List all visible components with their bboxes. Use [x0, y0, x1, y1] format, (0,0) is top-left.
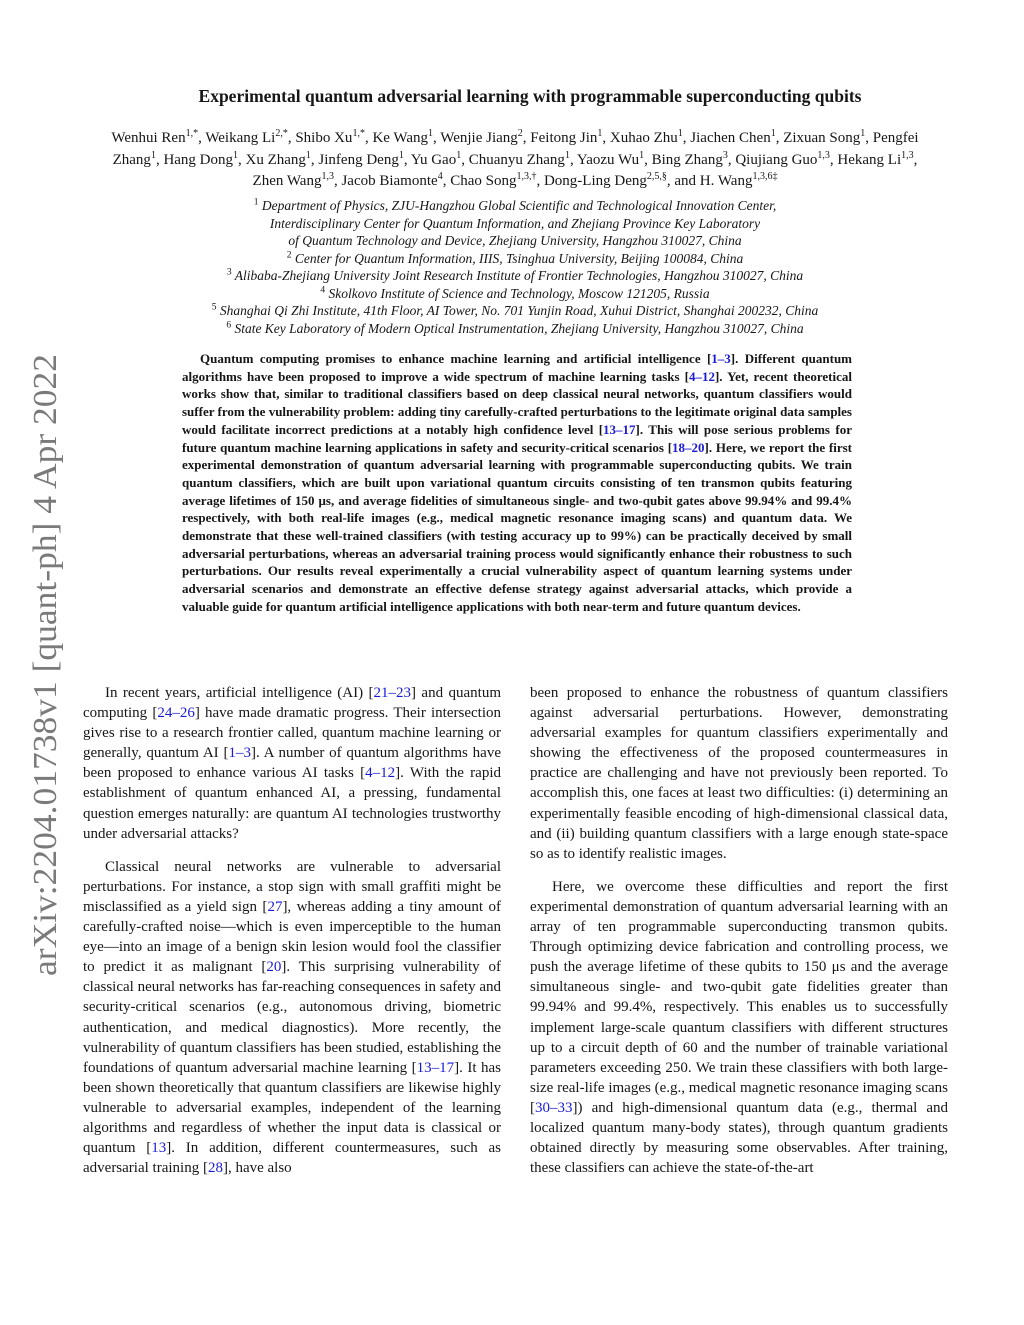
author-affiliation-mark: 1	[677, 128, 683, 139]
arxiv-side-stamp	[18, 350, 68, 980]
citation-link[interactable]: 4–12	[365, 765, 396, 782]
citation-link[interactable]: 13–17	[603, 421, 636, 437]
author-affiliation-mark: 4	[437, 171, 443, 182]
author-affiliation-mark: 1	[597, 128, 603, 139]
author-affiliation-mark: 1	[639, 149, 645, 161]
author-name: Yu Gao	[410, 151, 457, 168]
arxiv-stamp-text: arXiv:2204.01738v1 [quant-ph] 4 Apr 2022	[27, 380, 64, 976]
author-name: Zhen Wang	[252, 173, 322, 189]
citation-link[interactable]: 27	[267, 898, 283, 915]
author-affiliation-mark: 1	[770, 128, 776, 139]
author-affiliation-mark: 3	[722, 149, 728, 161]
author-affiliation-mark: 1	[233, 149, 239, 161]
left-paragraph-2: Classical neural networks are vulnerable to adversarial perturbations. For instance, a stop sign with small graffiti might be misclassified as a yield sign [27], whereas adding a tiny amount of carefully-crafted noise—which is even imperceptible to the human eye—into an image of a benign skin lesion would fool the classifier to predict it as malignant [20]. This surprising vulnerability of classical neural networks has far-reaching consequences in safety and security-critical scenarios (e.g., autonomous driving, biometric authentication, and medical diagnostics). More recently, the vulnerability of quantum classifiers has been studied, establishing the foundations of quantum adversarial machine learning [13–17]. It has been shown theoretically that quantum classifiers are likewise highly vulnerable to adversarial examples, independent of the learning algorithms and regardless of whether the input data is classical or quantum [13]. In addition, different countermeasures, such as adversarial training [28], have also	[83, 858, 502, 1177]
author-affiliation-mark: 1,3,†	[516, 171, 537, 182]
author-affiliation-mark: 1,*	[185, 128, 199, 139]
affiliation-line	[120, 320, 910, 338]
arxiv-stamp-svg	[18, 350, 68, 980]
abstract-text: Quantum computing promises to enhance machine learning and artificial intelligence [1–3]. Different quantum algorithms have been proposed to improve a wide spectrum of machine learning tasks [4–12]. Yet, recent theoretical works show that, similar to traditional classifiers based on deep classical neural networks, quantum classifiers would suffer from the vulnerability problem: adding tiny carefully-crafted perturbations to the legitimate original data samples would facilitate incorrect predictions at a notably high confidence level [13–17]. This will pose serious problems for future quantum machine learning applications in safety and security-critical scenarios [18–20]. Here, we report the first experimental demonstration of quantum adversarial learning with programmable superconducting qubits. We train quantum classifiers, which are built upon variational quantum circuits consisting of ten transmon qubits featuring average lifetimes of 150 μs, and average fidelities of simultaneous single- and two-qubit gates above 99.94% and 99.4% respectively, with both real-life images (e.g., medical magnetic resonance imaging scans) and quantum data. We demonstrate that these well-trained classifiers (with testing accuracy up to 99%) can be practically deceived by small adversarial perturbations, whereas an adversarial training process would significantly enhance their robustness to such perturbations. Our results reveal experimentally a crucial vulnerability aspect of quantum learning systems under adversarial scenarios and demonstrate an effective defense strategy against adversarial attacks, which provide a valuable guide for quantum artificial intelligence applications with both near-term and future quantum devices.	[182, 351, 852, 614]
right-paragraph-1: been proposed to enhance the robustness of quantum classifiers against adversarial perturbations. However, demonstrating adversarial examples for quantum classifiers experimentally and showing the effectiveness of the proposed countermeasures in practice are challenging and have not previously been reported. To accomplish this, one faces at least two difficulties: (i) determining an experimentally feasible encoding of high-dimensional classical data, and (ii) building quantum classifiers with a large enough state-space so as to identify realistic images.	[530, 685, 948, 862]
citation-link[interactable]: 28	[207, 1160, 223, 1177]
affiliation-number: 4	[320, 285, 326, 295]
author-name: Yaozu Wu	[576, 151, 640, 168]
citation-link[interactable]: 4–12	[688, 368, 715, 384]
author-affiliation-mark: 2,*	[275, 128, 288, 139]
right-paragraph-2: Here, we overcome these difficulties and report the first experimental demonstration of quantum adversarial learning with an array of ten programmable superconducting transmon qubits. Through optimizing device fabrication and controlling process, we push the average lifetime of these qubits to 150 μs and the average simultaneous single- and two-qubit gate fidelities greater than 99.94% and 99.4%, respectively. This enables us to successfully implement large-scale quantum classifiers with different structures up to a circuit depth of 60 and the number of trainable variational parameters exceeding 250. We train these classifiers with both large-size real-life images (e.g., medical magnetic resonance imaging scans [30–33]) and high-dimensional quantum data (e.g., thermal and localized quantum many-body states), through quantum gradients obtained directly by measuring some observables. After training, these classifiers can achieve the state-of-the-art	[530, 878, 948, 1177]
author-name: Xu Zhang	[245, 151, 306, 168]
citation-link[interactable]: 20	[266, 959, 282, 976]
author-affiliation-mark: 2	[517, 128, 523, 139]
author-affiliation-mark: 1	[860, 128, 866, 139]
author-name: Jinfeng Deng	[318, 151, 399, 168]
author-name: Jacob Biamonte	[341, 173, 438, 189]
authors-and: and	[674, 173, 697, 189]
affiliation-text: Shanghai Qi Zhi Institute, 41th Floor, AI Tower, No. 701 Yunjin Road, Xuhui District, Shanghai 200232, China	[219, 303, 819, 318]
author-name: Bing Zhang	[651, 151, 723, 168]
affiliation-line	[120, 302, 910, 320]
affiliation-number: 1	[253, 197, 259, 208]
author-name: Shibo Xu	[295, 130, 353, 146]
author-affiliation-mark: 1	[150, 149, 156, 161]
citation-link[interactable]: 1–3	[228, 745, 251, 762]
affiliation-text: State Key Laboratory of Modern Optical Instrumentation, Zhejiang University, Hangzhou 310027, China	[234, 320, 804, 336]
author-name: Zixuan Song	[783, 130, 861, 146]
author-name: Dong-Ling Deng	[543, 173, 647, 189]
author-affiliation-mark: 1,*	[352, 128, 365, 139]
author-affiliation-mark: 2,5,§	[646, 171, 667, 182]
author-name: Chao Song	[450, 173, 517, 189]
affiliation-list	[120, 197, 910, 337]
citation-link[interactable]: 18–20	[672, 439, 705, 455]
left-column	[83, 683, 501, 1178]
author-affiliation-mark: 1,3	[817, 149, 830, 161]
affiliation-text: of Quantum Technology and Device, Zhejiang University, Hangzhou 310027, China	[288, 233, 742, 248]
right-column	[530, 683, 948, 1178]
affiliation-text: Skolkovo Institute of Science and Technology, Moscow 121205, Russia	[328, 285, 710, 301]
affiliation-text: Department of Physics, ZJU-Hangzhou Global Scientific and Technological Innovation Center,	[261, 198, 777, 213]
author-affiliation-mark: 1	[456, 149, 462, 161]
author-affiliation-mark: 1	[428, 128, 434, 139]
paper-title: Experimental quantum adversarial learning with programmable superconducting qubits	[198, 86, 862, 106]
affiliation-text: Alibaba-Zhejiang University Joint Research Institute of Frontier Technologies, Hangzhou 310027, China	[234, 268, 804, 283]
affiliation-number: 3	[226, 267, 232, 278]
citation-link[interactable]: 30–33	[535, 1099, 573, 1116]
author-name: Hekang Li	[837, 151, 902, 168]
author-name: Chuanyu Zhang	[468, 151, 565, 168]
affiliation-text: Interdisciplinary Center for Quantum Information, and Zhejiang Province Key Laboratory	[269, 215, 761, 231]
affiliation-text: Center for Quantum Information, IIIS, Tsinghua University, Beijing 100084, China	[294, 250, 744, 266]
author-name: Wenhui Ren	[111, 130, 186, 146]
author-affiliation-mark: 1	[305, 149, 311, 161]
author-name: Xuhao Zhu	[609, 130, 678, 146]
abstract	[182, 350, 852, 616]
author-name: Ke Wang	[372, 130, 429, 146]
author-affiliation-mark: 1,3	[321, 171, 334, 182]
author-name: Pengfei Zhang	[112, 130, 919, 168]
left-paragraph-1: In recent years, artificial intelligence (AI) [21–23] and quantum computing [24–26] have made dramatic progress. Their intersection gives rise to a research frontier called, quantum machine learning or generally, quantum AI [1–3]. A number of quantum algorithms have been proposed to enhance various AI tasks [4–12]. With the rapid establishment of quantum enhanced AI, a pressing, fundamental question emerges naturally: are quantum AI technologies trustworthy under adversarial attacks?	[83, 685, 501, 842]
affiliation-line	[120, 215, 910, 233]
citation-link[interactable]: 21–23	[373, 685, 412, 701]
author-name: Hang Dong	[163, 151, 234, 168]
author-list: Wenhui Ren$^{1,*}$, Weikang $Li^{2,*}$, Shibo $Xu^{1,*}$, Ke Wang$^1$, Wenjie Jiang$^2$, Feitong Jin$^1$, Xuhao Zhu$^1$, Jiachen Chen$^1$, Zixuan Song$^1$, Pengfei Zhang$^1$, Hang Dong$^1$, Xu Zhang$^1$, Jinfeng Deng$^1$, Yu Gao$^1$, Chuanyu Zhang$^1$, Yaozu Wu$^1$, Bing Zhang$^3$, Qiujiang Guo$^{1,3}$, Hekang Li$^{1,3}$, Zhen Wang$^{1,3}$, Jacob Biamonte$^4$, Chao Song$^{1,3,\dagger}$, Dong-Ling Deng$^{2,5,\S}$, and H. Wang$^{1,3,6\ddagger}$	[111, 128, 919, 189]
author-affiliation-mark: 1,3,6‡	[752, 171, 778, 182]
author-affiliation-mark: 1	[398, 149, 404, 161]
author-name: Weikang Li	[205, 130, 276, 146]
affiliation-line	[120, 285, 910, 303]
author-affiliation-mark: 1,3	[901, 149, 914, 161]
author-name: Feitong Jin	[530, 130, 598, 146]
author-affiliation-mark: 1	[564, 149, 570, 161]
author-name: Jiachen Chen	[690, 130, 771, 146]
affiliation-line	[120, 232, 910, 250]
citation-link[interactable]: 13	[151, 1140, 167, 1157]
affiliation-number: 5	[211, 302, 217, 313]
affiliation-number: 6	[226, 320, 232, 330]
author-name: Qiujiang Guo	[735, 151, 818, 168]
citation-link[interactable]: 24–26	[157, 705, 195, 722]
affiliation-line	[120, 197, 910, 215]
citation-link[interactable]: 13–17	[416, 1059, 455, 1076]
affiliation-line	[120, 267, 910, 285]
affiliation-number: 2	[286, 250, 292, 260]
author-name: H. Wang	[699, 173, 753, 189]
author-name: Wenjie Jiang	[440, 130, 518, 146]
affiliation-line	[120, 250, 910, 268]
citation-link[interactable]: 1–3	[711, 351, 731, 366]
